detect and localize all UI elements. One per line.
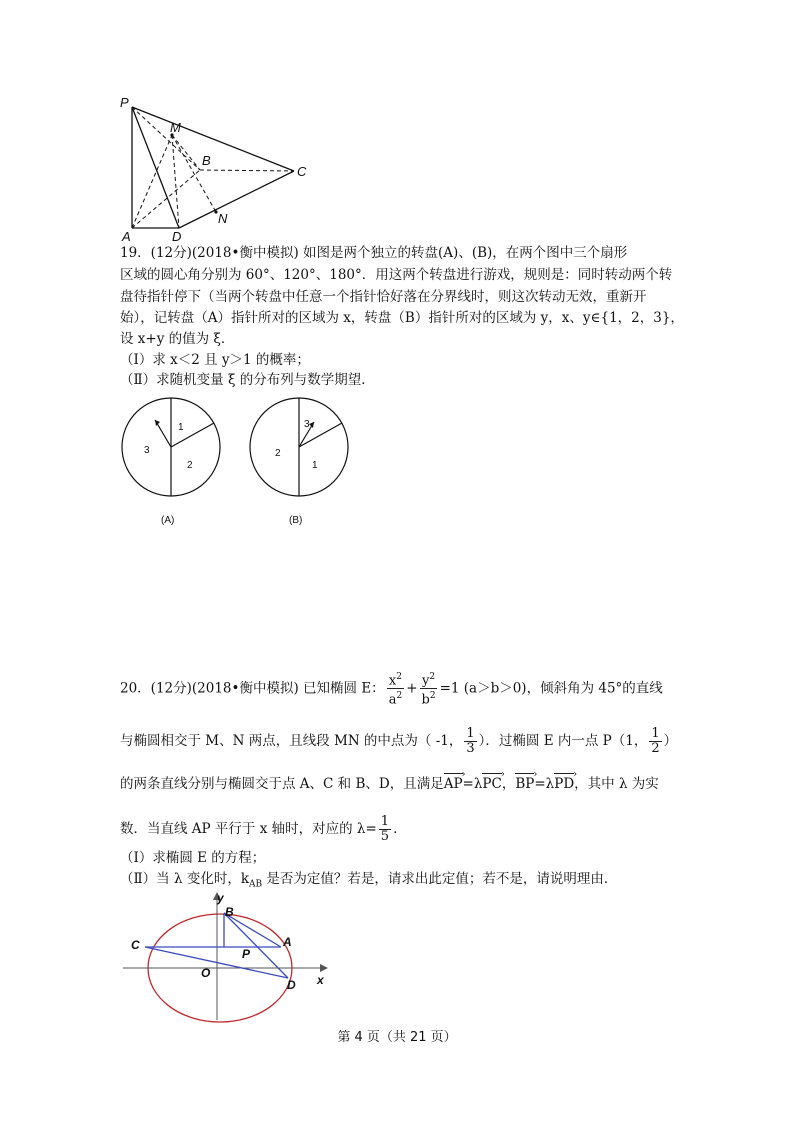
vertex-label-m: M <box>170 120 181 135</box>
vector-ap: AP › <box>444 775 463 793</box>
q20-line2: 与椭圆相交于 M、N 两点，且线段 MN 的中点为（ -1， $\frac{1}{3}$ ）．过椭圆 E 内一点 P（1， $\frac{1}{2}$ ） <box>120 726 678 756</box>
point-label-o: O <box>201 966 211 980</box>
q19-part2: （Ⅱ）求随机变量 ξ 的分布列与数学期望． <box>120 372 375 388</box>
point-label-c: C <box>131 938 140 952</box>
ellipse-term-y: $\frac{y^2}{b^2}$ <box>421 672 436 708</box>
q19-line3: 盘待指针停下（当两个转盘中任意一个指针恰好落在分界线时，则这次转动无效，重新开 <box>120 289 647 305</box>
vector-pc: PC › <box>482 775 501 793</box>
vector-pd: PD › <box>554 775 574 793</box>
fraction-one-half: $\frac{1}{2}$ <box>651 726 660 756</box>
pyramid-figure <box>112 95 312 245</box>
q19-part1: （Ⅰ）求 x＜2 且 y＞1 的概率； <box>120 352 310 368</box>
vertex-label-n: N <box>218 211 228 226</box>
vertex-label-a: A <box>122 229 131 244</box>
q19-line4: 始），记转盘（A）指针所对的区域为 x，转盘（B）指针所对的区域为 y，x、y∈{1，2，3}， <box>120 310 684 326</box>
fraction-one-third: $\frac{1}{3}$ <box>466 726 475 756</box>
q20-eq1: =1 (a＞b＞0)，倾斜角为 45°的直线 <box>439 680 663 697</box>
vertex-label-d: D <box>172 229 182 244</box>
spinner-a <box>115 395 235 530</box>
page-footer: 第 4 页（共 21 页） <box>337 1030 457 1045</box>
wheel-b-region-1: 1 <box>312 460 318 471</box>
axis-label-y: y <box>217 891 224 905</box>
point-label-d: D <box>287 978 296 992</box>
q20-line4: 数．当直线 AP 平行于 x 轴时，对应的 λ= $\frac{1}{5}$ ． <box>120 814 407 844</box>
q20-prefix: 20．(12分)(2018•衡中模拟) 已知椭圆 E： <box>120 680 385 697</box>
ellipse-term-x: $\frac{x^2}{a^2}$ <box>388 672 403 708</box>
point-label-a: A <box>283 935 292 949</box>
point-label-p: P <box>242 947 251 961</box>
q20-part2: （Ⅱ）当 λ 变化时，$k_{AB}$ 是否为定值？若是，请求出此定值；若不是，请说明理由． <box>120 871 618 890</box>
q19-line1: 19．(12分)(2018•衡中模拟) 如图是两个独立的转盘(A)、(B)，在两个图中三个扇形 <box>120 245 628 261</box>
point-label-b: B <box>225 905 234 919</box>
wheel-b-region-2: 2 <box>275 448 281 459</box>
q19-line2: 区域的圆心角分别为 60°、120°、180°．用这两个转盘进行游戏，规则是：同时转动两个转 <box>120 267 673 283</box>
wheel-b-caption: (B) <box>289 515 303 526</box>
q20-line3: 的两条直线分别与椭圆交于点 A、C 和 B、D，且满足AP ›=λPC ›，BP ›=λPD ›，其中 λ 为实 <box>120 775 659 793</box>
ellipse-figure <box>115 890 340 1025</box>
wheel-a-region-3: 3 <box>144 445 150 456</box>
fraction-one-fifth: $\frac{1}{5}$ <box>380 814 390 844</box>
vertex-label-p: P <box>120 95 129 110</box>
wheel-b-region-3: 3 <box>304 419 310 430</box>
vector-bp: BP › <box>515 775 534 793</box>
q20-line1 <box>120 670 663 708</box>
wheel-a-caption: (A) <box>161 515 175 526</box>
axis-label-x: x <box>317 973 324 987</box>
vertex-label-c: C <box>297 164 307 179</box>
wheel-a-region-2: 2 <box>187 460 193 471</box>
vertex-label-b: B <box>202 153 211 168</box>
q20-plus: + <box>406 680 418 697</box>
spinner-b <box>242 395 362 530</box>
q20-part1: （Ⅰ）求椭圆 E 的方程； <box>120 850 266 866</box>
wheel-a-region-1: 1 <box>178 422 184 433</box>
q19-line5: 设 x+y 的值为 ξ． <box>120 331 235 347</box>
